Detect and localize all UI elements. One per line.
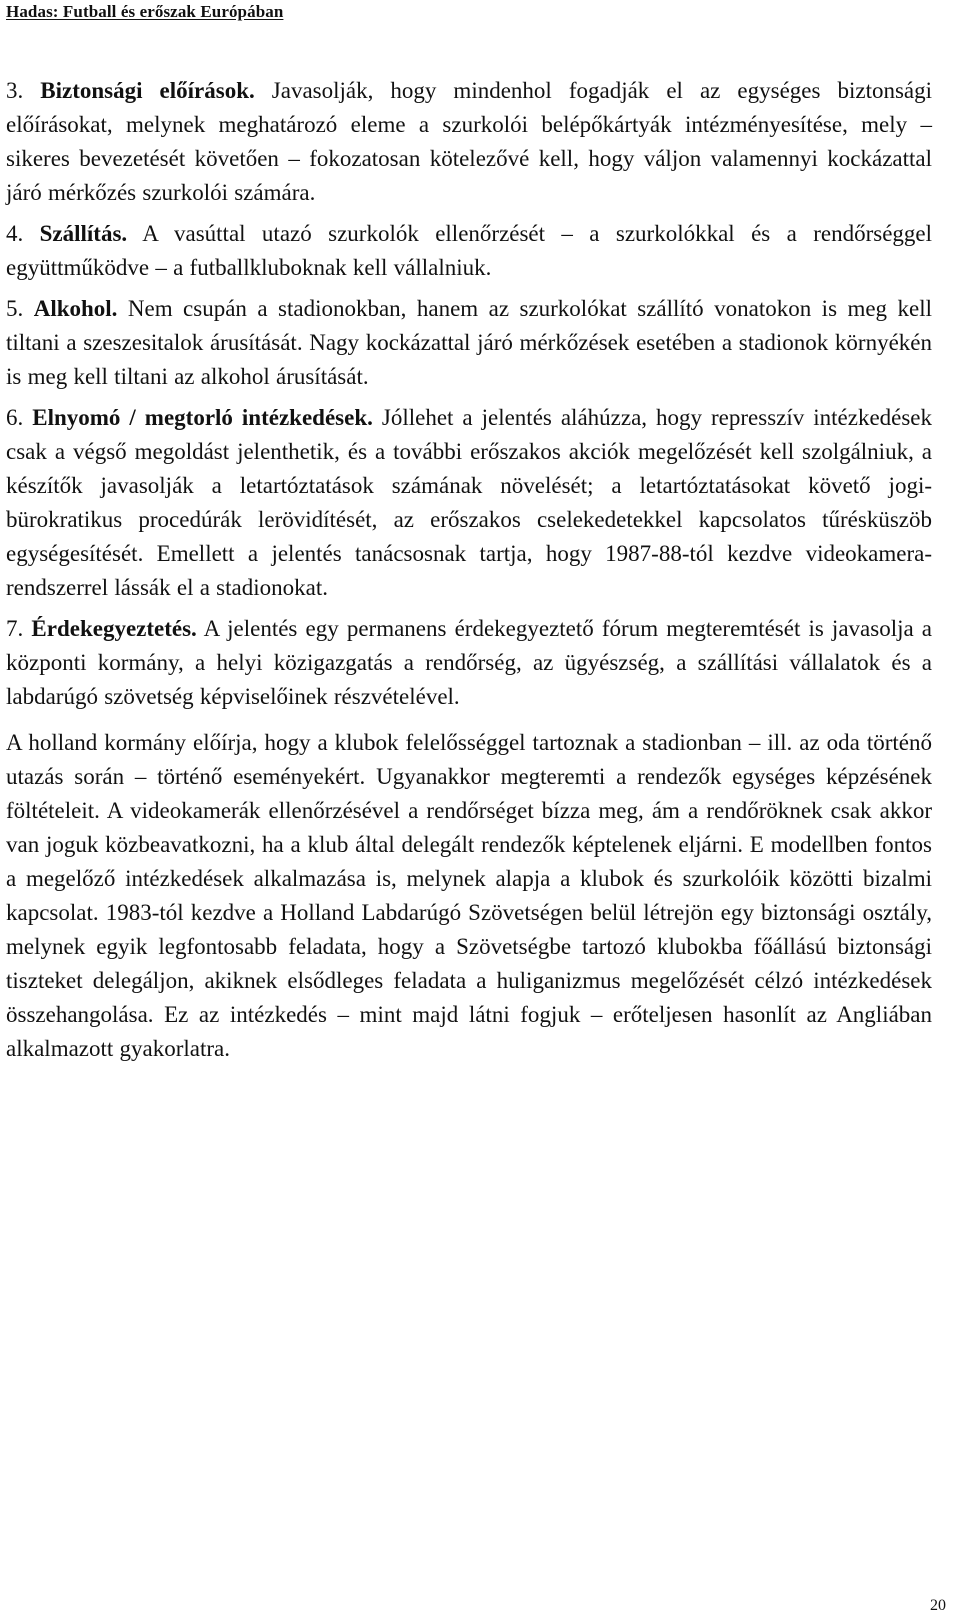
section-heading: Elnyomó / megtorló intézkedések.: [32, 405, 373, 430]
section-number: 3.: [6, 78, 24, 103]
section-heading: Szállítás.: [39, 221, 128, 246]
section-heading: Biztonsági előírások.: [40, 78, 255, 103]
document-body: [6, 74, 932, 1073]
section-text: Javasolják, hogy mindenhol fogadják el az egységes biztonsági előírásokat, melynek meghatározó eleme a szurkolói belépőkártyák intézményesítése, mely – sikeres bevezetését követően – fokozatosan kötelezővé kell, hogy váljon valamennyi kockázattal járó mérkőzés szurkolói számára.: [6, 78, 933, 205]
section-paragraph-6: [6, 401, 932, 605]
running-header: Hadas: Futball és erőszak Európában: [6, 2, 284, 21]
section-paragraph-3: [6, 74, 932, 210]
section-number: 4.: [6, 221, 24, 246]
section-paragraph-5: [6, 292, 932, 394]
section-text: A vasúttal utazó szurkolók ellenőrzését – a szurkolókkal és a rendőrséggel együttműködve – a futballkluboknak kell vállalniuk.: [6, 221, 932, 280]
section-text: A jelentés egy permanens érdekegyeztető fórum megteremtését is javasolja a központi kormány, a helyi közigazgatás a rendőrség, az ügyészség, a szállítási vállalatok és a labdarúgó szövetség képviselőinek részvételével.: [6, 616, 933, 709]
section-paragraph-7: [6, 612, 932, 714]
section-paragraph-4: [6, 217, 932, 285]
section-number: 6.: [6, 405, 24, 430]
section-heading: Alkohol.: [33, 296, 118, 321]
section-text: Nem csupán a stadionokban, hanem az szurkolókat szállító vonatokon is meg kell tiltani a szeszesitalok árusítását. Nagy kockázattal járó mérkőzések esetében a stadionok környékén is meg kell tiltani az alkohol árusítását.: [6, 296, 933, 389]
closing-paragraph: A holland kormány előírja, hogy a klubok felelősséggel tartoznak a stadionban – ill. az oda történő utazás során – történő eseményekért. Ugyanakkor megteremti a rendezők egységes képzésének föltételeit. A videokamerák ellenőrzésével a rendőrséget bízza meg, ám a rendőröknek csak akkor van joguk közbeavatkozni, ha a klub által delegált rendezők képtelenek eljárni. E modellben fontos a megelőző intézkedések alkalmazása is, melynek alapja a klubok és szurkolóik közötti bizalmi kapcsolat. 1983-tól kezdve a Holland Labdarúgó Szövetségen belül létrejön egy biztonsági osztály, melynek egyik legfontosabb feladata, hogy a Szövetségbe tartozó klubokba főállású biztonsági tiszteket delegáljon, akiknek elsődleges feladata a huliganizmus megelőzését célzó intézkedések összehangolása. Ez az intézkedés – mint majd látni fogjuk – erőteljesen hasonlít az Angliában alkalmazott gyakorlatra.: [6, 730, 932, 1061]
section-text: Jóllehet a jelentés aláhúzza, hogy represszív intézkedések csak a végső megoldást jelenthetik, és a további erőszakos akciók megelőzését kell szolgálniuk, a készítők javasolják a letartóztatások számának növelését; a letartóztatásokat követő jogi-bürokratikus procedúrák lerövidítését, az erőszakos cselekedetekkel kapcsolatos tűrésküszöb egységesítését. Emellett a jelentés tanácsosnak tartja, hogy 1987-88-tól kezdve videokamera-rendszerrel lássák el a stadionokat.: [6, 405, 933, 600]
page-number: 20: [930, 1597, 946, 1614]
section-number: 5.: [6, 296, 24, 321]
section-number: 7.: [6, 616, 24, 641]
section-heading: Érdekegyeztetés.: [31, 616, 197, 641]
